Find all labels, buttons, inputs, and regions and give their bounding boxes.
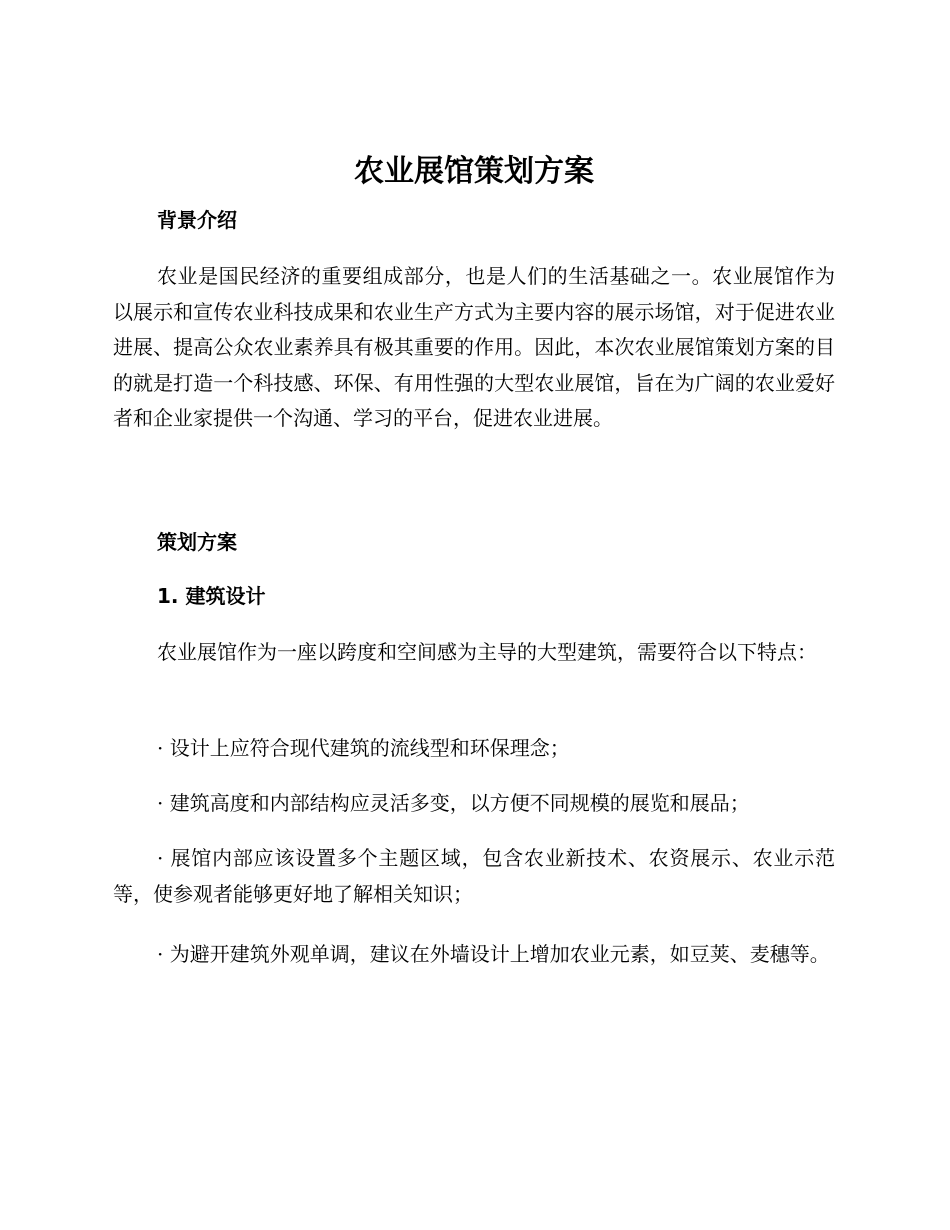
section-heading-background: 背景介绍 [157,208,237,232]
subsection-heading-architecture: 1. 建筑设计 [157,584,266,608]
background-paragraph: 农业是国民经济的重要组成部分，也是人们的生活基础之一。农业展馆作为以展示和宣传农业科技成果和农业生产方式为主要内容的展示场馆，对于促进农业进展、提高公众农业素养具有极其重要的作用。因此，本次农业展馆策划方案的目的就是打造一个科技感、环保、有用性强的大型农业展馆，旨在为广阔的农业爱好者和企业家提供一个沟通、学习的平台，促进农业进展。 [113,264,835,430]
bullet-item-3: · 展馆内部应该设置多个主题区域，包含农业新技术、农资展示、农业示范等，使参观者能够更好地了解相关知识； [113,846,835,906]
architecture-intro-paragraph: 农业展馆作为一座以跨度和空间感为主导的大型建筑，需要符合以下特点： [157,640,817,664]
document-title: 农业展馆策划方案 [354,154,594,189]
bullet-item-2: · 建筑高度和内部结构应灵活多变，以方便不同规模的展览和展品； [157,791,750,815]
bullet-item-4: · 为避开建筑外观单调，建议在外墙设计上增加农业元素，如豆荚、麦穗等。 [157,942,830,966]
section-heading-plan: 策划方案 [157,530,237,554]
bullet-item-1: · 设计上应符合现代建筑的流线型和环保理念； [157,736,570,760]
